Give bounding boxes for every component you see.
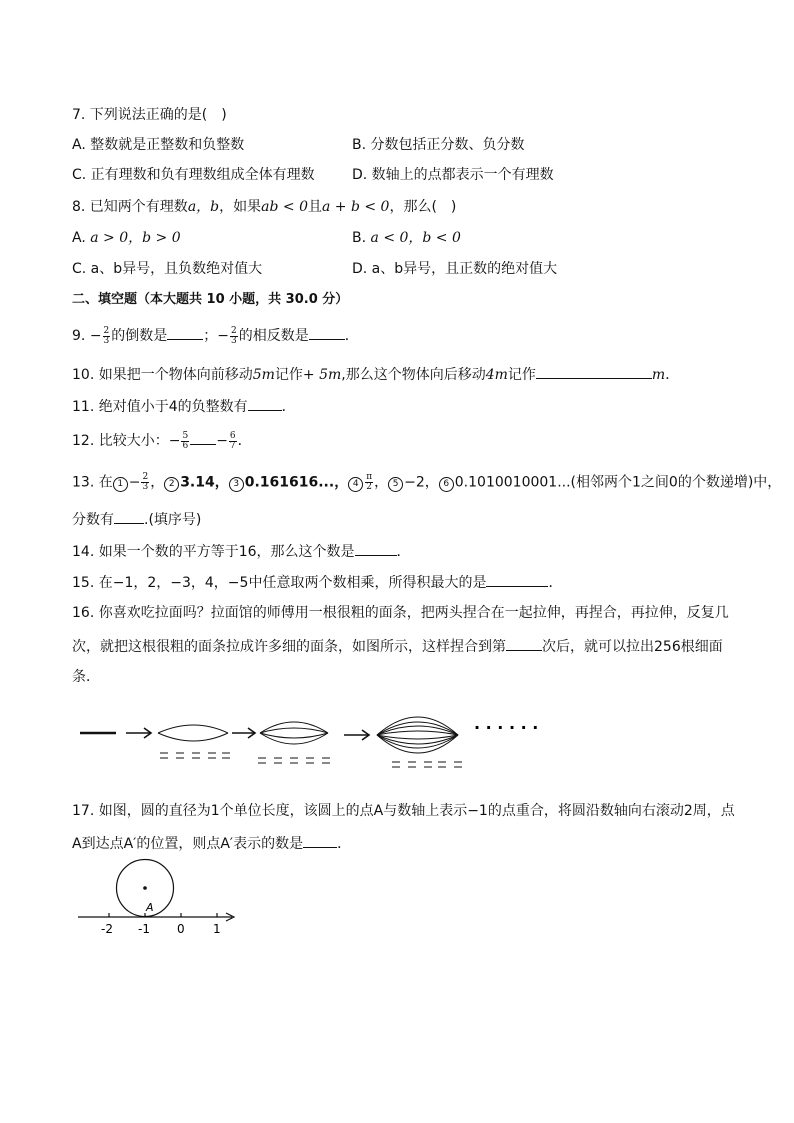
q10-blank[interactable] (536, 364, 652, 379)
tick-label-1: 1 (213, 922, 221, 936)
q16-line3: 条． (72, 669, 100, 685)
q7-option-a: A. 整数就是正整数和负整数 (72, 137, 245, 153)
q12-fraction-b: $\frac{6}{7}$ (229, 430, 236, 451)
noodle-two-strands (158, 725, 228, 741)
q17-line1: 17. 如图，圆的直径为1个单位长度，该圆上的点A与数轴上表示−1的点重合，将圆沿数轴向右滚动2周，点 (72, 803, 735, 819)
q12-blank[interactable] (190, 430, 216, 445)
dash-row-1 (160, 753, 230, 758)
q11: 11. 绝对值小于4的负整数有 ． (72, 396, 296, 416)
q7-option-c: C. 正有理数和负有理数组成全体有理数 (72, 167, 315, 183)
rolling-circle-figure (72, 858, 252, 938)
dash-row-3 (392, 762, 462, 767)
q9-fraction-1: $\frac{2}{3}$ (103, 325, 110, 346)
q15: 15. 在−1，2，−3，4，−5中任意取两个数相乘，所得积最大的是 ． (72, 572, 562, 592)
q13-blank[interactable] (114, 509, 144, 524)
q13-line2: 分数有 .(填序号) (72, 509, 201, 529)
q9-fraction-2: $\frac{2}{3}$ (231, 325, 237, 346)
section-title: 二、填空题（本大题共 10 小题，共 30.0 分） (72, 292, 349, 307)
noodle-figure (72, 705, 572, 775)
ellipsis-dots: · · · · · · (474, 718, 539, 737)
q12: 12. 比较大小：− $\frac{5}{6}$ − $\frac{6}{7}$ ． (72, 430, 252, 451)
q14-blank[interactable] (355, 541, 397, 556)
q16-blank[interactable] (506, 636, 542, 651)
q17-blank[interactable] (303, 833, 337, 848)
tick-label-minus-2: -2 (101, 922, 113, 936)
noodle-four-strands (260, 722, 328, 744)
q8-option-d: D. a、b异号，且正数的绝对值大 (352, 261, 558, 277)
q10: 10. 如果把一个物体向前移动5m记作+ 5m,那么这个物体向后移动4m记作 m． (72, 364, 679, 384)
tick-label-0: 0 (177, 922, 185, 936)
q8-option-b: B. a < 0，b < 0 (352, 230, 461, 246)
arrow-icon (232, 728, 255, 738)
q8-option-a: A. a > 0，b > 0 (72, 230, 181, 246)
q9-blank-1[interactable] (167, 325, 203, 340)
q9-blank-2[interactable] (309, 325, 345, 340)
q8-option-c: C. a、b异号，且负数绝对值大 (72, 261, 263, 277)
q8-stem: 8. 已知两个有理数a，b，如果ab < 0且a + b < 0，那么( ) (72, 199, 457, 215)
q7-stem: 7. 下列说法正确的是( ) (72, 107, 227, 123)
circle-center-dot (143, 886, 147, 890)
q7-option-d: D. 数轴上的点都表示一个有理数 (352, 167, 554, 183)
q9: 9. − $\frac{2}{3}$ 的倒数是 ；− $\frac{2}{3}$ 的相反数是 ． (72, 325, 359, 346)
q16-line2: 次，就把这根很粗的面条拉成许多细的面条，如图所示，这样捏合到第 次后，就可以拉出256根细面 (72, 636, 723, 656)
q14: 14. 如果一个数的平方等于16，那么这个数是 ． (72, 541, 411, 561)
q11-blank[interactable] (248, 396, 282, 411)
q13-line1: 13. 在 1 − $\frac{2}{3}$ ， 2 3.14， 3 0.161616...， 4 $\frac{\pi}{2}$ ， 5 −2， 6 0.1010010001...(相邻两个1之间0的个数递增)中， (72, 472, 782, 492)
dash-row-2 (258, 758, 330, 763)
point-a-label: A (146, 901, 154, 914)
arrow-icon (126, 728, 151, 738)
q7-option-b: B. 分数包括正分数、负分数 (352, 137, 525, 153)
arrow-icon (344, 730, 369, 740)
q12-fraction-a: $\frac{5}{6}$ (182, 430, 189, 451)
q16-line1: 16. 你喜欢吃拉面吗？拉面馆的师傅用一根很粗的面条，把两头捏合在一起拉伸，再捏合，再拉伸，反复几 (72, 605, 729, 621)
noodle-eight-strands (377, 717, 458, 753)
q15-blank[interactable] (486, 572, 548, 587)
q17-line2: A到达点A′的位置，则点A′表示的数是 ． (72, 833, 351, 853)
tick-label-minus-1: -1 (138, 922, 150, 936)
